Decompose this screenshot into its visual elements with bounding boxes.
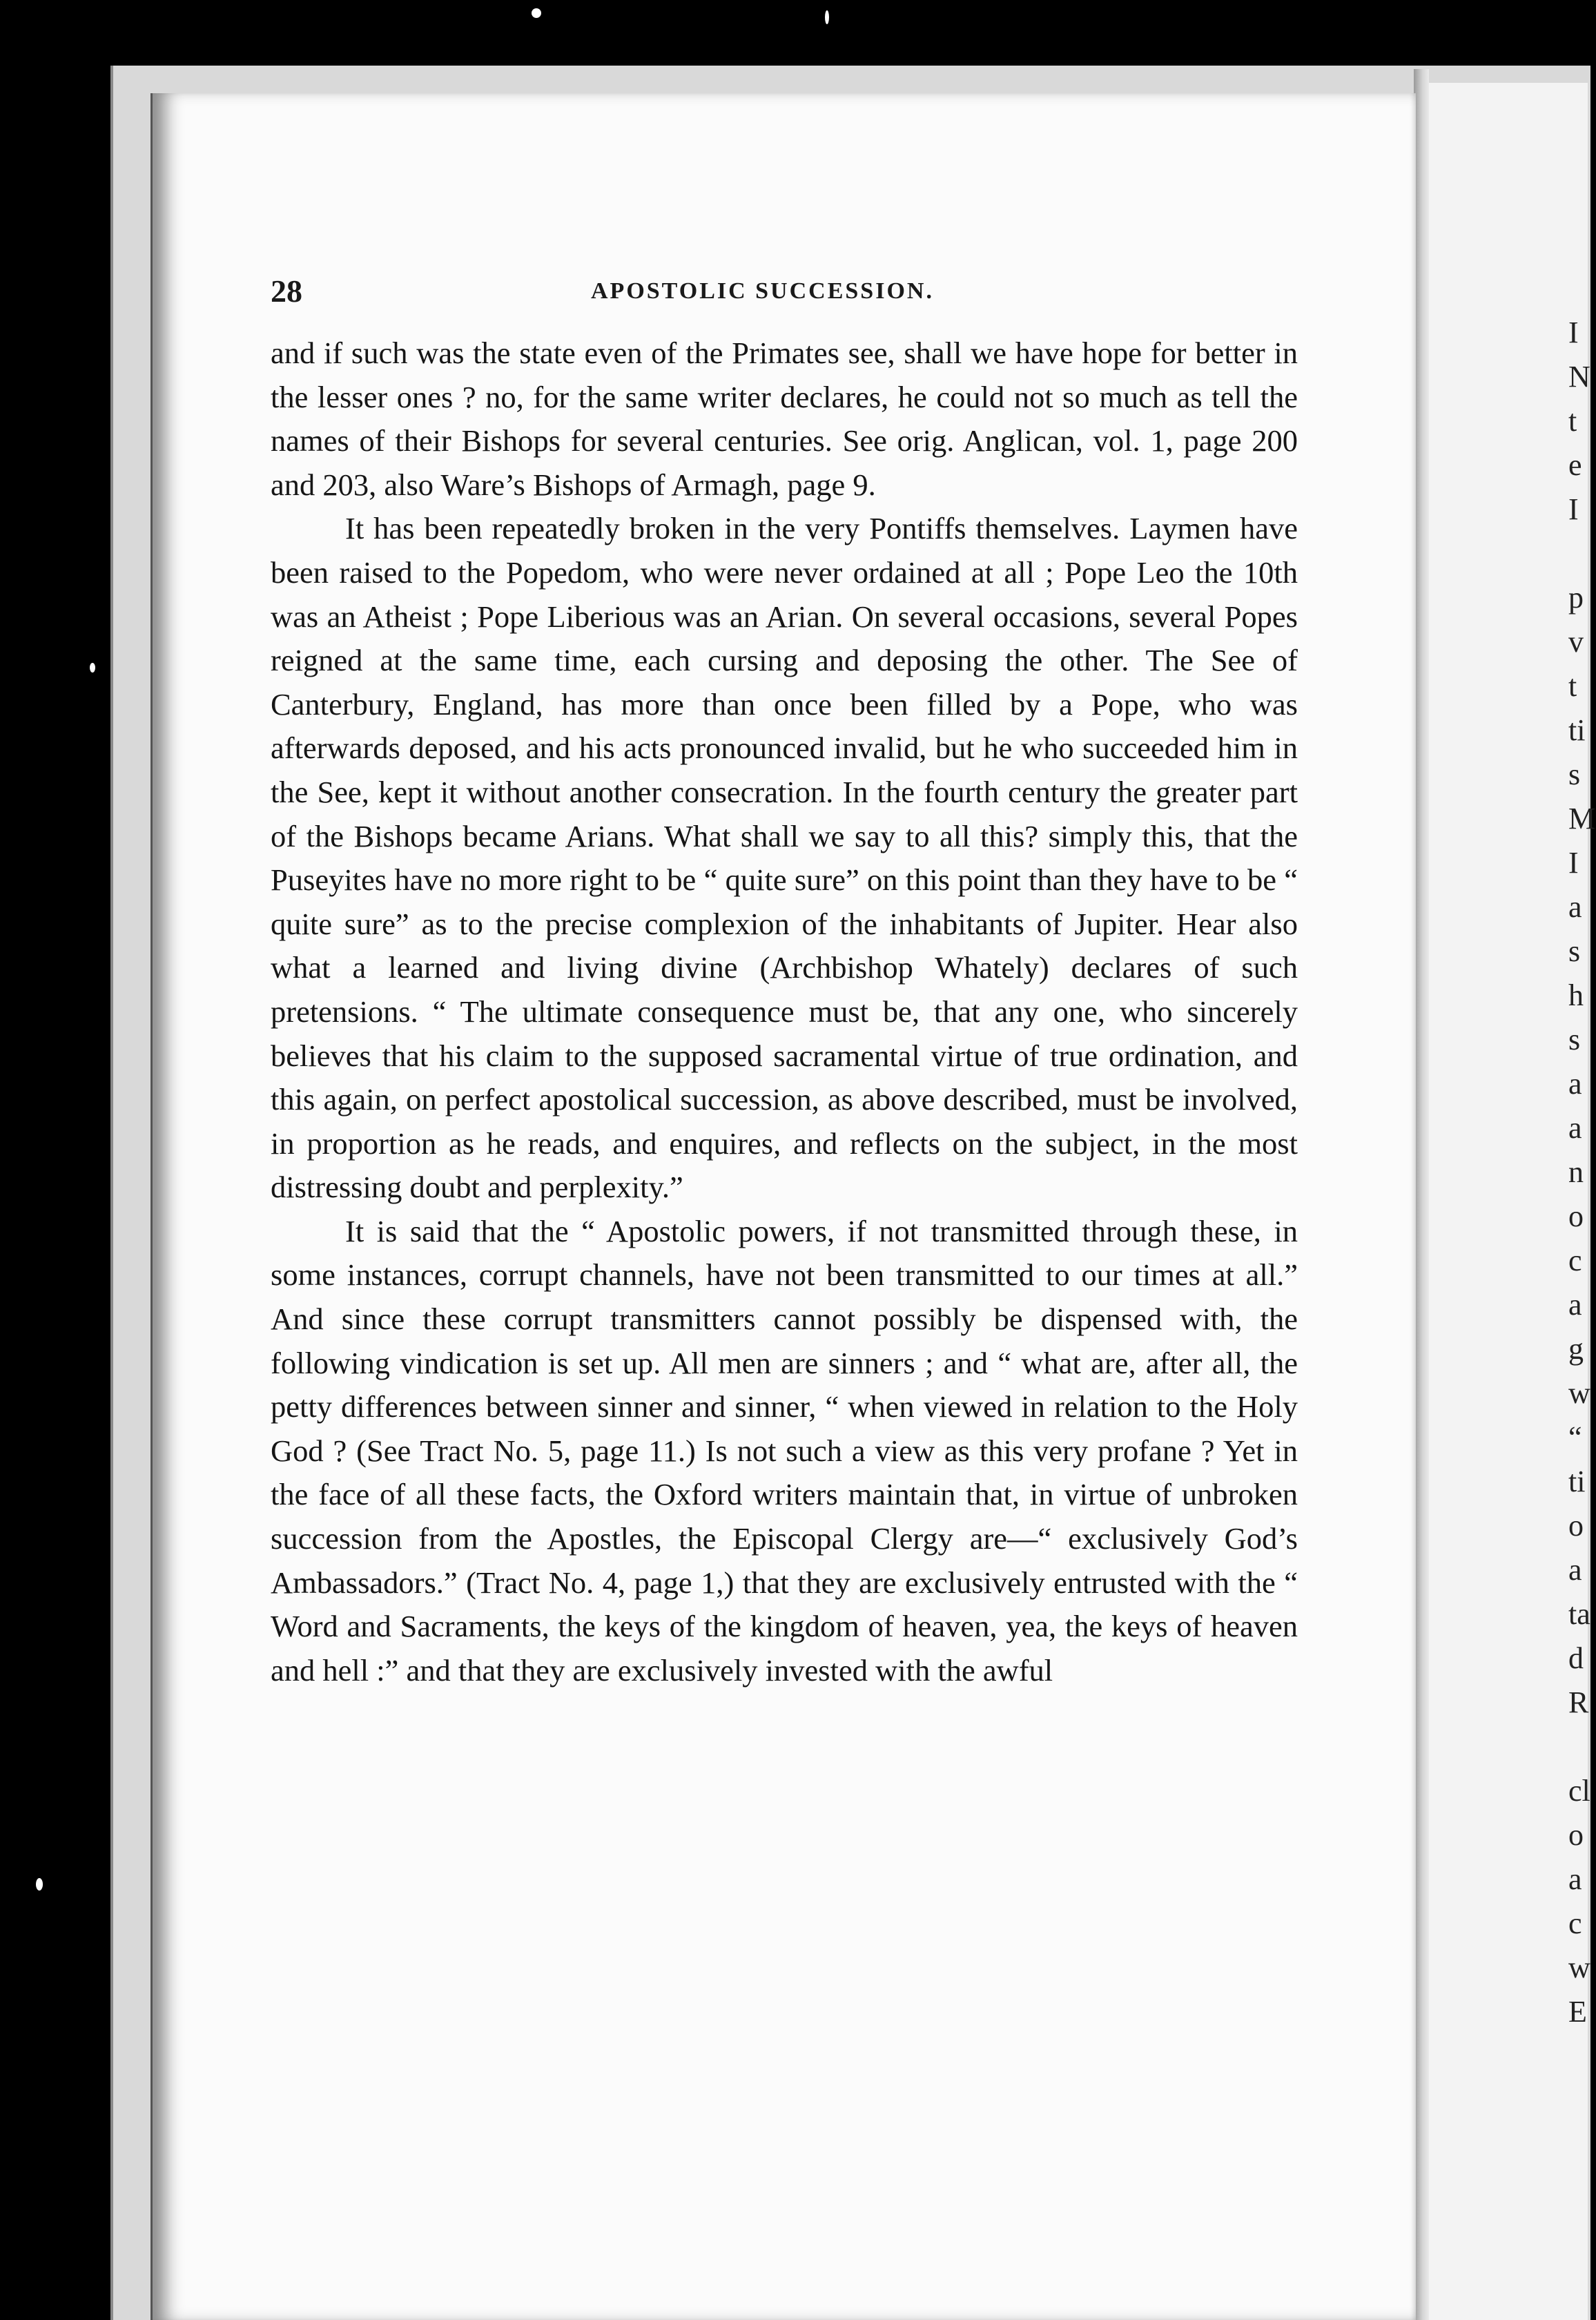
facing-page-letter: a [1568,890,1582,924]
facing-page-letter: I [1568,492,1579,526]
facing-page-letter: cl [1568,1774,1590,1808]
facing-page-letter: I [1568,846,1579,880]
facing-page-letter: M [1568,802,1596,835]
body-text [271,331,1298,1692]
facing-page-letter: R [1568,1685,1589,1719]
facing-page-letter: c [1568,1244,1582,1277]
page-number: 28 [271,273,302,309]
facing-page-letter: d [1568,1641,1584,1675]
facing-page-letter: I [1568,316,1579,349]
facing-page-letter: a [1568,1067,1582,1101]
facing-page [1429,83,1588,2320]
facing-page-letter: N [1568,360,1590,394]
facing-page-letter: ti [1568,1464,1586,1498]
facing-page-letter: t [1568,669,1577,703]
facing-page-letter: s [1568,1023,1581,1056]
facing-page-letter: a [1568,1862,1582,1896]
facing-page-letter: e [1568,448,1582,482]
facing-page-letter: ti [1568,713,1586,747]
facing-page-letter: s [1568,934,1581,968]
facing-page-letter: a [1568,1111,1582,1145]
scan-speck [825,10,829,24]
facing-page-letter: “ [1568,1420,1582,1454]
running-head: APOSTOLIC SUCCESSION. [591,278,934,304]
facing-page-letter: o [1568,1509,1584,1543]
facing-page-letter: E [1568,1995,1587,2029]
page-gutter-edge [1414,69,1429,2320]
facing-page-letter: p [1568,581,1584,615]
paragraph-2: It has been repeatedly broken in the very Pontiffs themselves. Laymen have been raised to the Popedom, who were never ordained at all ; Pope Leo the 10th was an Atheist ; Pope Liberious was an Arian. On several occasions, several Popes reigned at the same time, each cursing and deposing the other. The See of Canterbury, England, has more than once been filled by a Pope, who was afterwards deposed, and his acts pronounced invalid, but he who succeeded him in the See, kept it without another consecration. In the fourth century the greater part of the Bishops became Arians. What shall we say to all this? simply this, that the Puseyites have no more right to be “ quite sure” on this point than they have to be “ quite sure” as to the precise complexion of the inhabitants of Jupiter. Hear also what a learned and living divine (Archbishop Whately) declares of such pretensions. “ The ultimate consequence must be, that any one, who sincerely believes that his claim to the supposed sacramental virtue of true ordination, and this again, on perfect apostolical succession, as above described, must be involved, in proportion as he reads, and enquires, and reflects on the subject, in the most distressing doubt and perplexity.” [271,511,1298,1205]
facing-page-letter: h [1568,978,1584,1012]
facing-page-letter: ta [1568,1597,1590,1631]
facing-page-letter: t [1568,404,1577,438]
facing-page-letter: o [1568,1818,1584,1852]
page-header [271,273,1299,314]
facing-page-letter: v [1568,625,1584,659]
facing-page-letter: w [1568,1951,1590,1984]
paragraph-1: and if such was the state even of the Primates see, shall we have hope for better in the lesser ones ? no, for the same writer declares, he could not so much as tell the names of their Bishops for several centuries. See orig. Anglican, vol. 1, page 200 and 203, also Ware’s Bishops of Armagh, page 9. [271,336,1298,502]
paragraph-3: It is said that the “ Apostolic powers, if not transmitted through these, in some instances, corrupt channels, have not been transmitted to our times at all.” And since these corrupt transmitters cannot possibly be dispensed with, the following vindication is set up. All men are sinners ; and “ what are, after all, the petty differences between sinner and sinner, “ when viewed in relation to the Holy God ? (See Tract No. 5, page 11.) Is not such a view as this very profane ? Yet in the face of all these facts, the Oxford writers maintain that, in virtue of unbroken succession from the Apostles, the Episcopal Clergy are—“ exclusively God’s Ambassadors.” (Tract No. 4, page 1,) that they are exclusively entrusted with the “ Word and Sacraments, the keys of the kingdom of heaven, yea, the keys of heaven and hell :” and that they are exclusively invested with the awful [271,1213,1298,1688]
facing-page-letter: a [1568,1288,1582,1322]
scan-speck [90,663,95,673]
facing-page-text-fragment [1568,311,1596,2034]
facing-page-letter: w [1568,1376,1590,1410]
facing-page-letter [1568,1725,1596,1769]
facing-page-letter [1568,532,1596,576]
facing-page-letter: c [1568,1906,1582,1940]
scan-speck [532,8,541,18]
facing-page-letter: g [1568,1332,1584,1366]
scan-speck [36,1878,43,1891]
facing-page-letter: s [1568,757,1581,791]
facing-page-letter: o [1568,1199,1584,1233]
facing-page-letter: n [1568,1155,1584,1189]
facing-page-letter: a [1568,1553,1582,1587]
